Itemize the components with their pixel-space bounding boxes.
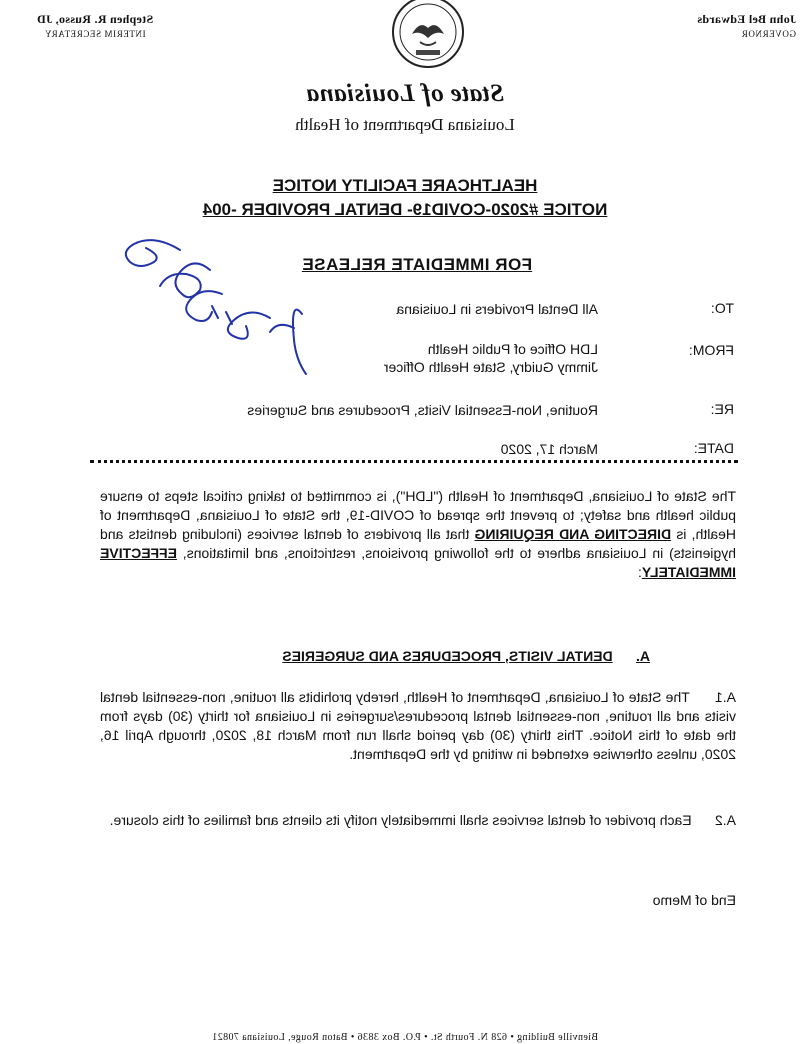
to-value: All Dental Providers in Louisiana: [396, 301, 598, 317]
intro-text-3: :: [637, 564, 642, 580]
governor-title: GOVERNOR: [741, 29, 796, 39]
footer-address: Bienville Building • 628 N. Fourth St. • P.O. Box 3836 • Baton Rouge, Louisiana 70821: [211, 1032, 599, 1043]
from-label: FROM:: [688, 342, 734, 358]
provision-a1: [100, 688, 736, 764]
re-label: RE:: [710, 401, 734, 417]
effective-immediately-emphasis: EFFECTIVE IMMEDIATELY: [100, 545, 736, 580]
provision-a1-label: A.1: [714, 689, 736, 705]
directing-requiring-emphasis: DIRECTING AND REQUIRING: [474, 526, 672, 542]
secretary-title: INTERIM SECRETARY: [44, 29, 146, 39]
section-a-letter: A.: [636, 648, 650, 664]
re-value: Routine, Non-Essential Visits, Procedures and Surgeries: [247, 402, 598, 418]
header-divider: [90, 460, 738, 463]
notice-heading-line2: NOTICE #2020-COVID19- DENTAL PROVIDER -004: [202, 200, 608, 219]
release-heading: FOR IMMEDIATE RELEASE: [301, 255, 533, 274]
department-name: Louisiana Department of Health: [295, 115, 515, 134]
section-a-title: DENTAL VISITS, PROCEDURES AND SURGERIES: [282, 648, 613, 664]
notice-heading: [105, 174, 705, 222]
provision-a2: [100, 811, 736, 830]
governor-name: John Bel Edwards: [697, 12, 796, 26]
provision-a1-text: The State of Louisiana, Department of Health, hereby prohibits all routine, non-essential dental visits and all routine, non-essential dental procedures/surgeries in Louisiana for thirty (30) days from the date of this Notice. This thirty (30) day period shall run from March 18, 2020, through April 16, 2020, unless otherwise extended in writing by the Department.: [100, 689, 736, 762]
provision-a2-label: A.2: [714, 812, 736, 828]
governor-block: [697, 12, 796, 39]
state-title: State of Louisiana: [306, 80, 504, 107]
to-label: TO:: [710, 300, 734, 316]
secretary-name: Stephen R. Russo, JD: [36, 12, 154, 26]
from-line2: Jimmy Guidry, State Health Officer: [383, 359, 598, 375]
end-of-memo: End of Memo: [652, 892, 736, 908]
date-label: DATE:: [693, 440, 734, 456]
notice-heading-line1: HEALTHCARE FACILITY NOTICE: [272, 176, 538, 195]
intro-text-1: The State of Louisiana, Department of Health ("LDH"), is committed to taking critical steps to ensure public health and safety; to prevent the spread of COVID-19, the State of Louisiana, Department of Health, is: [100, 488, 736, 542]
intro-text-2: that all providers of dental services (including dentists and hygienists) in Louisiana adhere to the following provisions, restrictions, and limitations,: [100, 526, 736, 561]
section-a-heading: [160, 648, 650, 664]
state-seal-icon: [390, 0, 466, 70]
from-value: [384, 340, 598, 376]
date-value: March 17, 2020: [500, 441, 598, 457]
provision-a2-text: Each provider of dental services shall immediately notify its clients and families of this closure.: [109, 812, 692, 828]
from-line1: LDH Office of Public Health: [427, 341, 598, 357]
secretary-block: [10, 12, 180, 39]
intro-paragraph: [100, 487, 736, 582]
signature-icon: [115, 228, 330, 378]
